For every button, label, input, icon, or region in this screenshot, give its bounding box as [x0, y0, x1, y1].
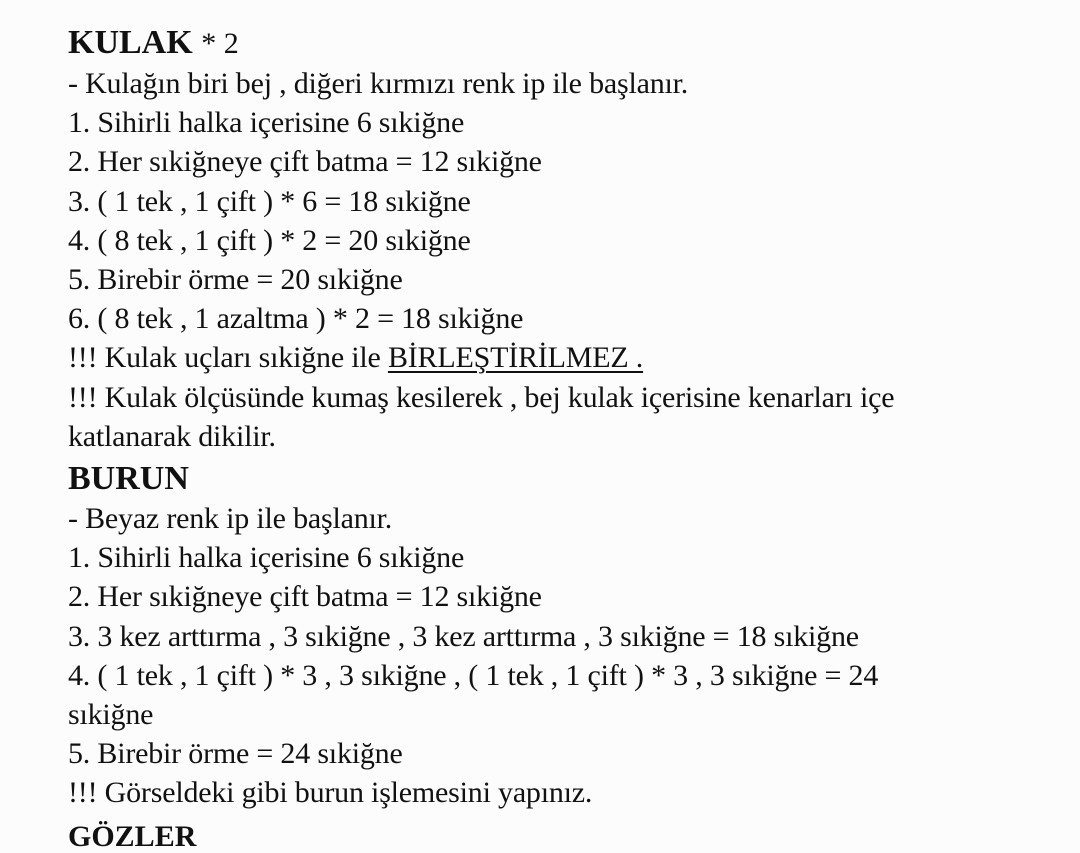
- kulak-step-3: 3. ( 1 tek , 1 çift ) * 6 = 18 sıkiğne: [68, 184, 471, 218]
- kulak-note-1-text: !!! Kulak uçları sıkiğne ile: [68, 341, 388, 375]
- kulak-step-5: 5. Birebir örme = 20 sıkiğne: [68, 263, 403, 297]
- burun-step-1: 1. Sihirli halka içerisine 6 sıkiğne: [68, 541, 465, 575]
- burun-intro: - Beyaz renk ip ile başlanır.: [68, 502, 393, 536]
- kulak-step-2: 2. Her sıkiğneye çift batma = 12 sıkiğne: [68, 145, 542, 179]
- kulak-step-6: 6. ( 8 tek , 1 azaltma ) * 2 = 18 sıkiğne: [68, 302, 524, 336]
- burun-step-5: 5. Birebir örme = 24 sıkiğne: [68, 737, 403, 771]
- kulak-note-2-line-2: katlanarak dikilir.: [68, 419, 276, 453]
- kulak-heading: [68, 22, 1058, 64]
- pattern-text: [68, 22, 1058, 813]
- kulak-note-2-line-1: !!! Kulak ölçüsünde kumaş kesilerek , bej kulak içerisine kenarları içe: [68, 380, 895, 414]
- kulak-intro: - Kulağın biri bej , diğeri kırmızı renk ip ile başlanır.: [68, 67, 689, 100]
- kulak-count: * 2: [201, 27, 239, 60]
- burun-note: !!! Görseldeki gibi burun işlemesini yapınız.: [68, 776, 593, 810]
- kulak-step-1: 1. Sihirli halka içerisine 6 sıkiğne: [68, 106, 465, 140]
- kulak-step-4: 4. ( 8 tek , 1 çift ) * 2 = 20 sıkiğne: [68, 223, 471, 257]
- burun-step-4-line-2: sıkiğne: [68, 698, 154, 732]
- burun-heading: [68, 458, 1058, 499]
- kulak-note-1-underlined: BİRLEŞTİRİLMEZ .: [387, 341, 644, 375]
- burun-step-4-line-1: 4. ( 1 tek , 1 çift ) * 3 , 3 sıkiğne , ( 1 tek , 1 çift ) * 3 , 3 sıkiğne = 24: [68, 658, 879, 692]
- kulak-title: KULAK: [68, 24, 193, 61]
- burun-step-2: 2. Her sıkiğneye çift batma = 12 sıkiğne: [68, 580, 542, 614]
- burun-step-3: 3. 3 kez arttırma , 3 sıkiğne , 3 kez arttırma , 3 sıkiğne = 18 sıkiğne: [68, 619, 859, 653]
- burun-title: BURUN: [68, 460, 189, 498]
- kulak-note-1: [68, 338, 1058, 377]
- cut-off-heading: GÖZLER: [68, 820, 197, 853]
